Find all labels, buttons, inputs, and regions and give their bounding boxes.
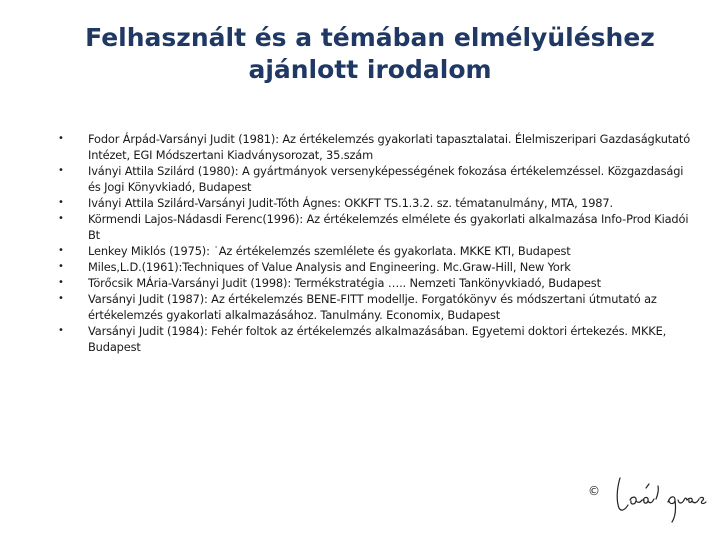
reference-text: Iványi Attila Szilárd (1980): A gyártmányok versenyképességének fokozása értékelemzéssel. Közgazdasági és Jogi Könyvkiadó, Budapest <box>88 164 684 194</box>
list-item <box>58 131 698 163</box>
list-item <box>58 243 698 259</box>
list-item <box>58 275 698 291</box>
bullet-icon: • <box>58 277 64 288</box>
title-line-2: ajánlott irodalom <box>248 55 492 84</box>
bullet-icon: • <box>58 261 64 272</box>
page-title <box>40 22 700 86</box>
list-item <box>58 163 698 195</box>
reference-text: Varsányi Judit (1984): Fehér foltok az értékelemzés alkalmazásában. Egyetemi doktori értekezés. MKKE, Budapest <box>88 324 667 354</box>
reference-text: Iványi Attila Szilárd-Varsányi Judit-Tóth Ágnes: OKKFT TS.1.3.2. sz. tématanulmány, MTA, 1987. <box>88 196 613 210</box>
list-item <box>58 323 698 355</box>
list-item <box>58 211 698 243</box>
copyright-symbol: © <box>588 484 600 498</box>
bullet-icon: • <box>58 197 64 208</box>
bullet-icon: • <box>58 325 64 336</box>
bullet-icon: • <box>58 165 64 176</box>
handwritten-signature <box>612 470 712 525</box>
reference-text: Varsányi Judit (1987): Az értékelemzés BENE-FITT modellje. Forgatókönyv és módszertani útmutató az értékelemzés gyakorlati alkalmazásához. Tanulmány. Economix, Budapest <box>88 292 657 322</box>
title-line-1: Felhasznált és a témában elmélyüléshez <box>85 23 655 52</box>
bullet-icon: • <box>58 133 64 144</box>
bullet-icon: • <box>58 293 64 304</box>
reference-text: Törőcsik MÁria-Varsányi Judit (1998): Termékstratégia ….. Nemzeti Tankönyvkiadó, Budapest <box>88 276 601 290</box>
reference-text: Lenkey Miklós (1975): ˙Az értékelemzés szemlélete és gyakorlata. MKKE KTI, Budapest <box>88 244 571 258</box>
reference-text: Körmendi Lajos-Nádasdi Ferenc(1996): Az értékelemzés elmélete és gyakorlati alkalmazása Info-Prod Kiadói Bt <box>88 212 689 242</box>
reference-text: Miles,L.D.(1961):Techniques of Value Analysis and Engineering. Mc.Graw-Hill, New York <box>88 260 571 274</box>
list-item <box>58 259 698 275</box>
reference-list <box>58 131 698 355</box>
bullet-icon: • <box>58 245 64 256</box>
list-item <box>58 195 698 211</box>
signature-block <box>588 470 713 525</box>
reference-text: Fodor Árpád-Varsányi Judit (1981): Az értékelemzés gyakorlati tapasztalatai. Élelmiszeripari Gazdaságkutató Intézet, EGI Módszertani Kiadványsorozat, 35.szám <box>88 132 691 162</box>
list-item <box>58 291 698 323</box>
bullet-icon: • <box>58 213 64 224</box>
